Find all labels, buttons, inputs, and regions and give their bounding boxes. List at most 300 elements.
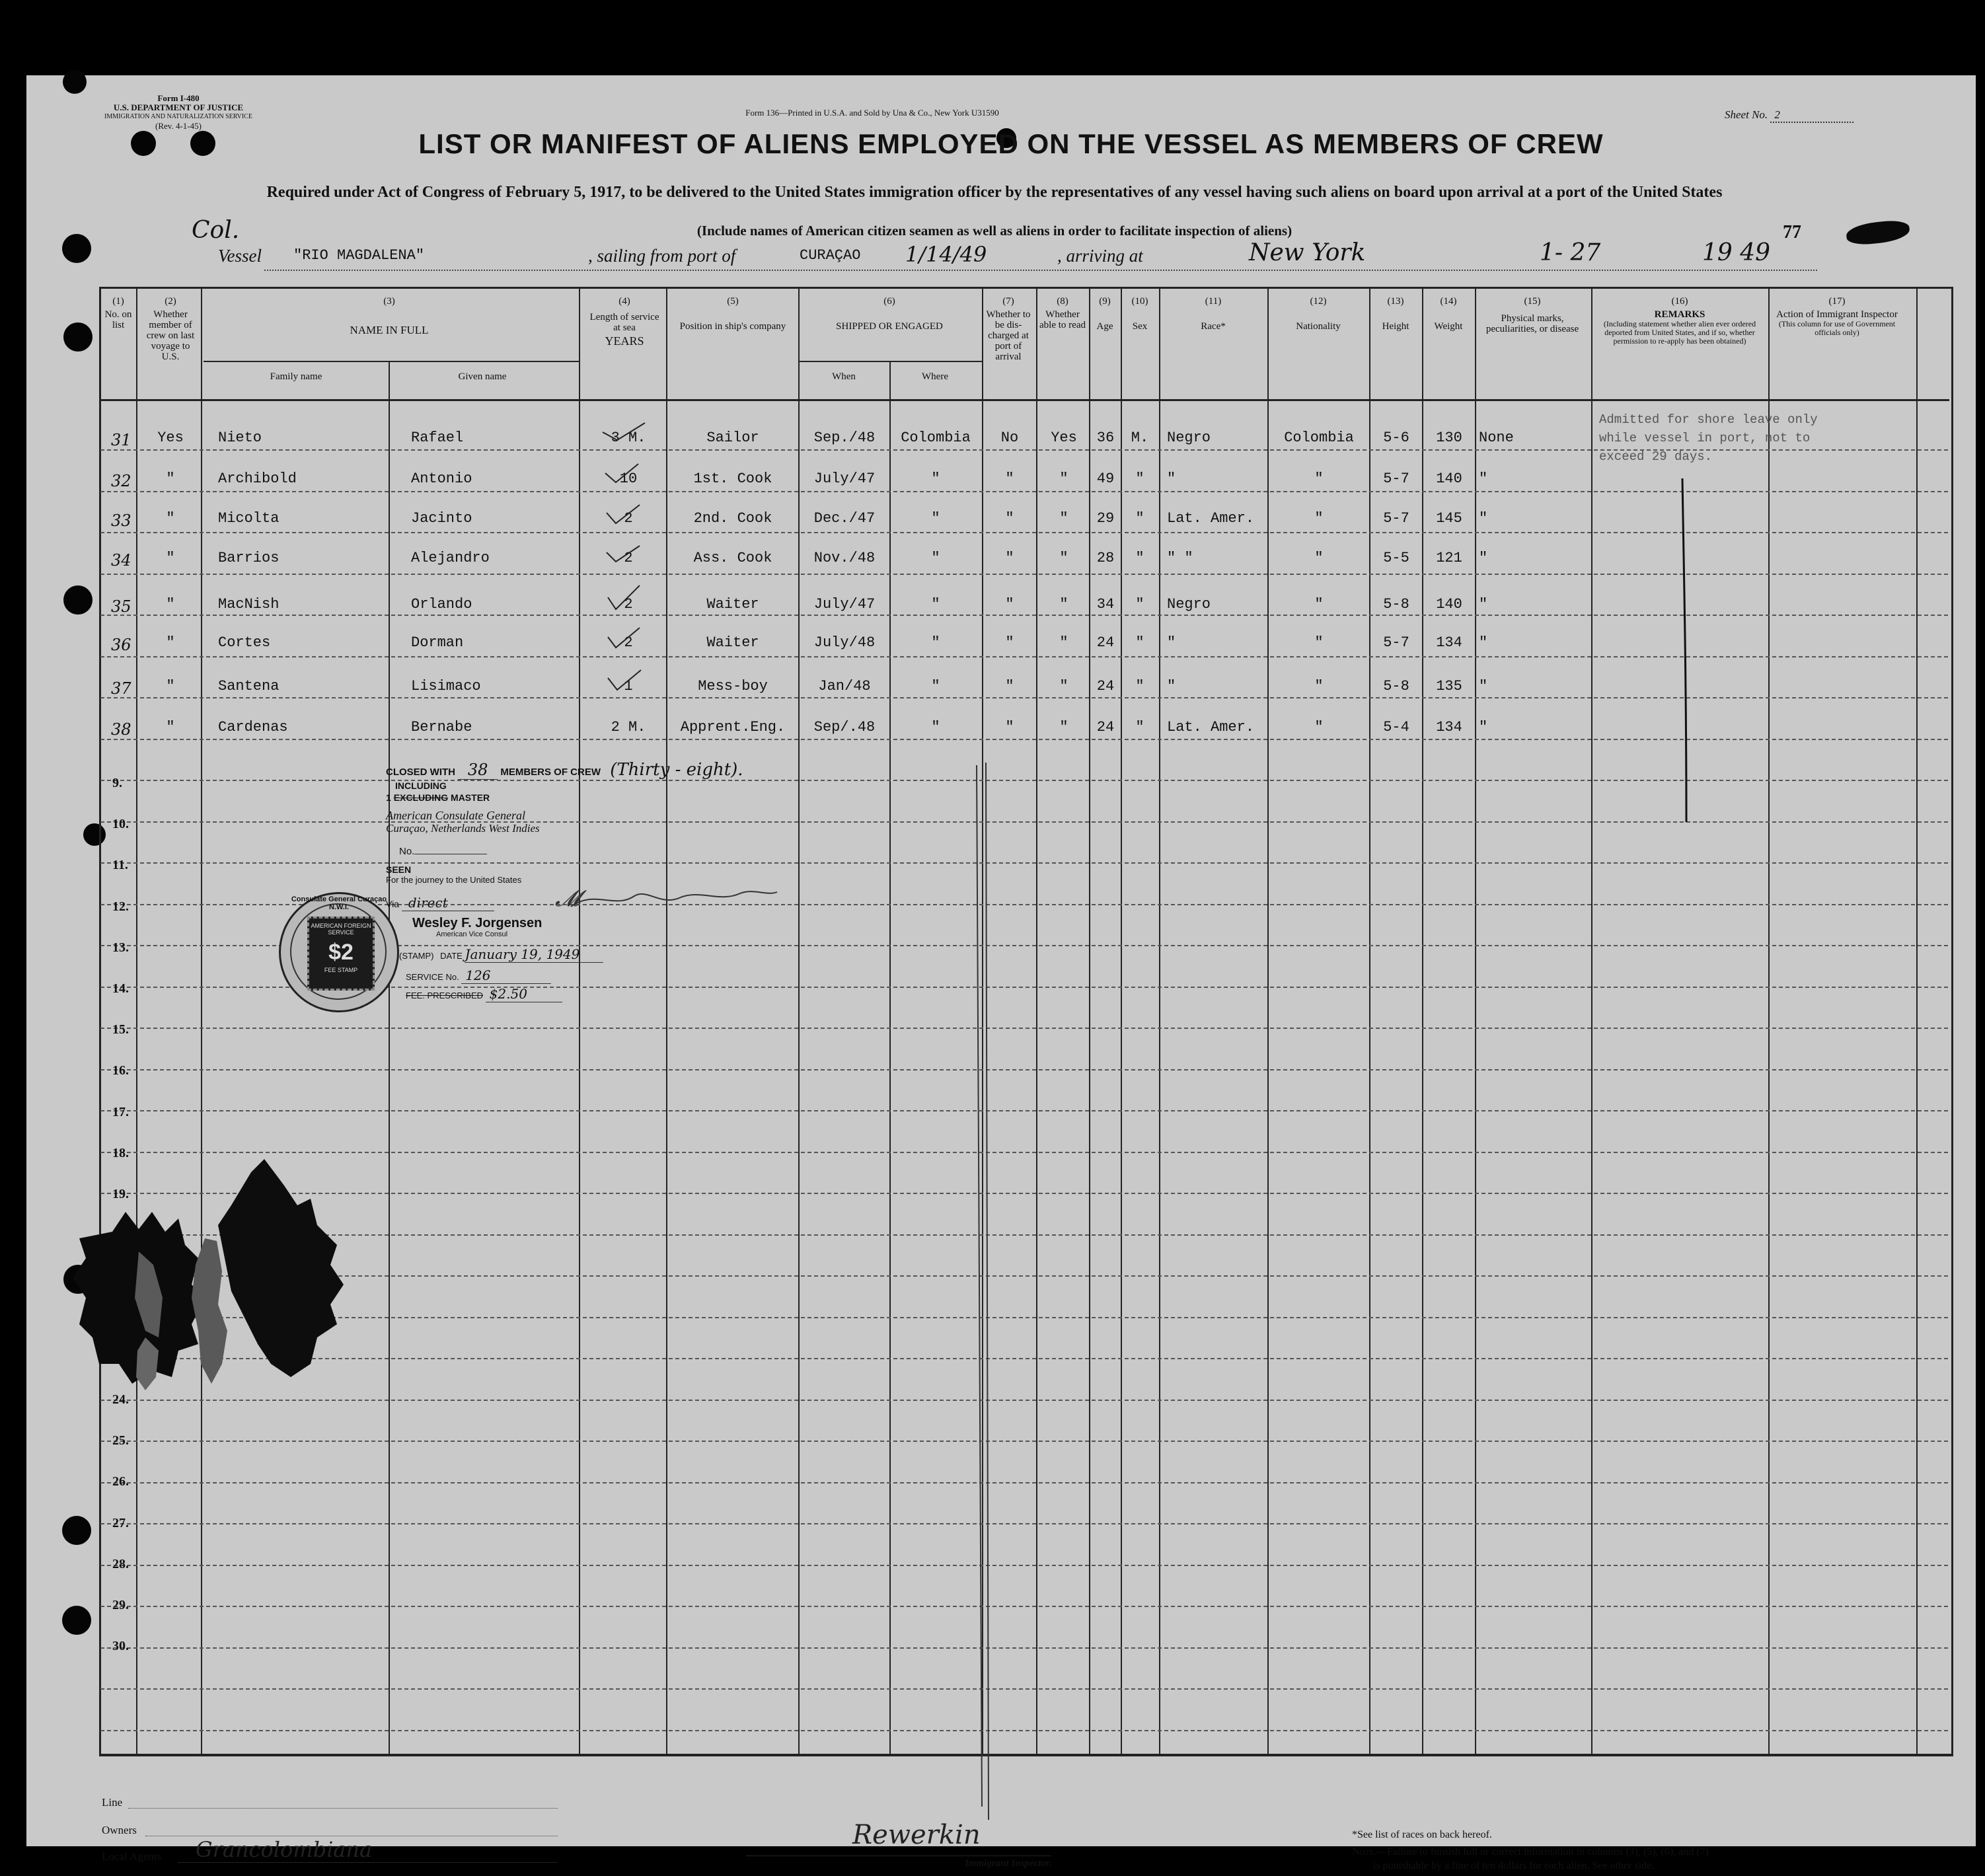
col-1-header: (1) No. on list (104, 296, 132, 330)
closed-with-line (386, 760, 743, 780)
cell-where: " (931, 550, 940, 566)
cell-read: Yes (1051, 430, 1077, 446)
revision: (Rev. 4-1-45) (155, 121, 202, 131)
closed-words: (Thirty - eight). (610, 760, 743, 780)
cell-member: " (166, 510, 175, 527)
cell-position: Apprent.Eng. (680, 719, 786, 735)
cell-when: July/47 (813, 596, 876, 613)
cell-discharged: " (1005, 470, 1014, 487)
empty-row-number: 30. (112, 1639, 129, 1653)
row-rule (100, 739, 1948, 740)
cell-member: " (166, 550, 175, 566)
cell-age: 24 (1096, 719, 1115, 735)
cell-marks: " (1479, 550, 1488, 566)
vessel-label: Vessel (218, 246, 262, 266)
cell-age: 24 (1096, 634, 1115, 651)
consular-seal (279, 892, 399, 1012)
note-text: —Failure to furnish full or correct information in columns (3), (5), (6), and (7) (1376, 1846, 1709, 1857)
punch-hole (190, 131, 215, 156)
seal-text: Consulate General Curaçao N.W.I. (291, 895, 387, 911)
row-rule (100, 1606, 1948, 1607)
family-name-header: Family name (270, 371, 322, 382)
stamp-value: $2 (328, 940, 354, 965)
cell-sex: " (1135, 678, 1144, 694)
empty-row-number: 26. (112, 1474, 129, 1489)
col-10-header: (10) Sex (1131, 296, 1148, 332)
cell-given: Lisimaco (411, 678, 481, 694)
row-number: 37 (111, 679, 131, 698)
row-rule (100, 1523, 1948, 1524)
members-label: MEMBERS OF CREW (500, 767, 601, 778)
col-rule (1916, 287, 1918, 1754)
cell-height: 5-8 (1383, 596, 1409, 613)
cell-where: " (931, 634, 940, 651)
cell-service: 3 M. (611, 430, 646, 446)
consulate-no: No. (399, 846, 487, 857)
cell-weight: 130 (1436, 430, 1462, 446)
cell-height: 5-7 (1383, 634, 1409, 651)
col-rule (389, 361, 390, 1754)
fee-stamp (307, 917, 375, 991)
cell-position: Sailor (706, 430, 759, 446)
sailing-label: , sailing from port of (588, 246, 736, 266)
cell-position: 2nd. Cook (693, 510, 772, 527)
cell-nationality: Colombia (1284, 430, 1354, 446)
service: IMMIGRATION AND NATURALIZATION SERVICE (104, 113, 252, 120)
cell-where: " (931, 596, 940, 613)
cell-read: " (1059, 596, 1068, 613)
cell-height: 5-5 (1383, 550, 1409, 566)
cell-discharged: " (1005, 596, 1014, 613)
cell-height: 5-4 (1383, 719, 1409, 735)
cell-discharged: " (1005, 678, 1014, 694)
arrival-date: 1- 27 (1540, 239, 1601, 266)
cell-nationality: " (1314, 678, 1324, 694)
col-3-header: (3) NAME IN FULL (350, 296, 429, 336)
cell-discharged: " (1005, 550, 1014, 566)
cell-discharged: " (1005, 719, 1014, 735)
cell-where: " (931, 719, 940, 735)
punch-hole (63, 585, 93, 615)
row-rule (100, 656, 1948, 657)
cell-position: Waiter (706, 634, 759, 651)
cell-age: 24 (1096, 678, 1115, 694)
punch-hole (62, 1606, 91, 1635)
sailing-date: 1/14/49 (905, 242, 987, 267)
cell-race: Negro (1167, 430, 1211, 446)
empty-row-number: 12. (112, 899, 129, 914)
cell-race: " " (1167, 550, 1193, 566)
subheader-rule (798, 361, 982, 362)
empty-row-number: 24. (112, 1392, 129, 1407)
cell-service: 2 (624, 634, 633, 651)
cell-discharged: " (1005, 510, 1014, 527)
via-value: direct (402, 895, 494, 911)
row-number: 35 (111, 597, 131, 616)
empty-row-number: 29. (112, 1598, 129, 1612)
master-label: MASTER (451, 792, 490, 803)
when-header: When (832, 371, 856, 382)
col-7-header: (7) Whether to be dis-charged at port of arrival (986, 296, 1031, 362)
cell-marks: None (1479, 430, 1514, 446)
cell-read: " (1059, 470, 1068, 487)
cell-sex: M. (1131, 430, 1149, 446)
arrival-year: 19 49 (1702, 239, 1771, 266)
form-info (99, 94, 258, 131)
remarks-line: Admitted for shore leave only (1599, 412, 1818, 427)
cell-sex: " (1135, 719, 1144, 735)
cell-given: Jacinto (411, 510, 472, 527)
cell-read: " (1059, 678, 1068, 694)
row-rule (100, 697, 1948, 698)
vessel-name: "RIO MAGDALENA" (293, 247, 425, 264)
race-note: *See list of races on back hereof. (1352, 1829, 1492, 1840)
cell-position: Waiter (706, 596, 759, 613)
cell-service: 10 (619, 470, 638, 487)
col-9-header: (9) Age (1096, 296, 1113, 332)
via-line: Via direct (386, 895, 494, 911)
col-rule (1121, 287, 1122, 1754)
cell-height: 5-8 (1383, 678, 1409, 694)
cell-weight: 121 (1436, 550, 1462, 566)
row-rule (100, 780, 1948, 781)
stamp-text: AMERICAN FOREIGN SERVICE (311, 922, 371, 936)
empty-row-number: 11. (112, 858, 128, 872)
row-rule (100, 532, 1948, 533)
row-rule (100, 862, 1948, 864)
cell-when: Dec./47 (813, 510, 876, 527)
row-rule (100, 615, 1948, 616)
owners-label: Owners (102, 1824, 137, 1836)
given-name-header: Given name (458, 371, 507, 382)
col-8-header: (8) Whether able to read (1039, 296, 1086, 330)
col-rule (1036, 287, 1037, 1754)
cell-race: Negro (1167, 596, 1211, 613)
cell-member: " (166, 634, 175, 651)
cell-nationality: " (1314, 596, 1324, 613)
row-rule (100, 1482, 1948, 1483)
col-13-header: (13) Height (1382, 296, 1409, 332)
fee-line: FEE. PRESCRIBED $2.50 (406, 986, 562, 1002)
cell-when: Jan/48 (818, 678, 871, 694)
cell-service: 2 M. (611, 719, 646, 735)
cell-family: Nieto (218, 430, 262, 446)
cell-service: 1 (624, 678, 633, 694)
remarks-line: while vessel in port, not to (1599, 431, 1811, 445)
cell-height: 5-7 (1383, 510, 1409, 527)
row-number: 31 (111, 431, 131, 449)
header-bottom-rule (99, 399, 1949, 401)
cell-family: Santena (218, 678, 280, 694)
cell-marks: " (1479, 596, 1488, 613)
cell-when: July/47 (813, 470, 876, 487)
consular-date: January 19, 1949 (465, 946, 603, 963)
cell-given: Orlando (411, 596, 472, 613)
col-rule (798, 287, 800, 1754)
cell-given: Bernabe (411, 719, 472, 735)
manifest-page (26, 75, 1976, 1871)
printer-note: Form 136—Printed in U.S.A. and Sold by Una & Co., New York U31590 (745, 108, 999, 118)
table-bottom-line (99, 1754, 1953, 1756)
cell-race: " (1167, 678, 1176, 694)
cell-discharged: " (1005, 634, 1014, 651)
empty-row-number: 17. (112, 1105, 129, 1119)
col-2-header: (2) Whether member of crew on last voyage to U.S. (146, 296, 195, 362)
cell-weight: 145 (1436, 510, 1462, 527)
cell-service: 2 (624, 596, 633, 613)
row-number: 33 (111, 511, 131, 530)
manifest-table (99, 287, 1953, 1756)
cell-member: Yes (157, 430, 184, 446)
vessel-underline (264, 270, 1817, 271)
penalty-note (1352, 1845, 1709, 1873)
cell-given: Alejandro (411, 550, 490, 566)
including-label: INCLUDING (395, 780, 447, 791)
cell-family: Barrios (218, 550, 280, 566)
line-label: Line (102, 1796, 123, 1809)
empty-row-number: 10. (112, 817, 129, 831)
agents-value: Grancolombiana (196, 1837, 373, 1862)
cell-where: " (931, 678, 940, 694)
cell-race: " (1167, 634, 1176, 651)
vessel-line (218, 239, 1817, 272)
punch-hole (131, 131, 156, 156)
col-rule (1591, 287, 1592, 1754)
col-6-header: (6) SHIPPED OR ENGAGED (836, 296, 943, 332)
cell-age: 34 (1096, 596, 1115, 613)
row-rule (100, 1647, 1948, 1649)
cell-weight: 140 (1436, 596, 1462, 613)
cell-discharged: No (1000, 430, 1019, 446)
cell-family: Cardenas (218, 719, 288, 735)
arriving-label: , arriving at (1057, 246, 1143, 266)
cell-marks: " (1479, 470, 1488, 487)
cell-age: 28 (1096, 550, 1115, 566)
col-rule (1159, 287, 1160, 1754)
empty-row-number: 25. (112, 1433, 129, 1448)
page-subtitle-note: (Include names of American citizen seamen as well as aliens in order to facilitate inspection of aliens) (696, 223, 1292, 239)
cell-member: " (166, 596, 175, 613)
col-14-header: (14) Weight (1434, 296, 1463, 332)
including-line: INCLUDING 1 EXCLUDING MASTER (386, 780, 490, 803)
department: U.S. DEPARTMENT OF JUSTICE (113, 102, 244, 112)
page-title: LIST OR MANIFEST OF ALIENS EMPLOYED ON THE VESSEL AS MEMBERS OF CREW (418, 128, 1604, 159)
col-rule (889, 361, 891, 1754)
cell-read: " (1059, 719, 1068, 735)
corner-mark: 77 (1783, 222, 1801, 243)
journey-label: For the journey to the United States (386, 875, 522, 885)
empty-row-number: 28. (112, 1557, 129, 1571)
col-rule (1475, 287, 1476, 1754)
cell-family: Micolta (218, 510, 280, 527)
consulate-name: American Consulate General (386, 809, 525, 822)
service-no: 126 (461, 967, 551, 984)
punch-hole (63, 322, 93, 352)
consul-signature-stroke (568, 883, 780, 916)
service-line: SERVICE No. 126 (406, 967, 551, 984)
row-rule (100, 821, 1948, 823)
cell-weight: 140 (1436, 470, 1462, 487)
cell-sex: " (1135, 634, 1144, 651)
col-17-header: (17) Action of Immigrant Inspector (This column for use of Government officials only) (1776, 296, 1898, 337)
cell-when: July/48 (813, 634, 876, 651)
inspector-label: Immigrant Inspector. (965, 1858, 1052, 1869)
col-rule (1267, 287, 1269, 1754)
cell-sex: " (1135, 510, 1144, 527)
inspector-signature: Rewerkin (852, 1820, 981, 1850)
officer-name: Wesley F. Jorgensen (412, 916, 543, 930)
cell-age: 49 (1096, 470, 1115, 487)
col-rule (1089, 287, 1090, 1754)
arrival-port: New York (1249, 239, 1366, 266)
empty-row-number: 13. (112, 940, 129, 955)
cell-read: " (1059, 634, 1068, 651)
empty-row-number: 9. (112, 776, 122, 790)
col-11-header: (11) Race* (1201, 296, 1226, 332)
col-mark: Col. (192, 217, 240, 244)
remarks-line: exceed 29 days. (1599, 449, 1713, 464)
cell-race: Lat. Amer. (1167, 510, 1255, 527)
cell-given: Rafael (411, 430, 464, 446)
col-5-header: (5) Position in ship's company (679, 296, 786, 332)
cell-height: 5-7 (1383, 470, 1409, 487)
punch-hole (62, 234, 91, 263)
cell-weight: 135 (1436, 678, 1462, 694)
cell-when: Sep/.48 (813, 719, 876, 735)
ink-stains (66, 1100, 396, 1443)
cell-race: Lat. Amer. (1167, 719, 1255, 735)
empty-row-number: 16. (112, 1063, 129, 1078)
col-rule (1369, 287, 1370, 1754)
subheader-rule (204, 361, 579, 362)
agents-label: Local Agents (102, 1850, 162, 1863)
date-line: (STAMP) DATE January 19, 1949 (399, 946, 603, 963)
cell-given: Antonio (411, 470, 472, 487)
consulate-location: Curaçao, Netherlands West Indies (386, 822, 540, 835)
empty-row-number: 19. (112, 1187, 129, 1201)
cell-marks: " (1479, 678, 1488, 694)
empty-row-number: 27. (112, 1516, 129, 1530)
closed-with-label: CLOSED WITH (386, 767, 455, 778)
sailing-port: CURAÇAO (800, 247, 861, 264)
cell-service: 2 (624, 550, 633, 566)
col-4-header: (4) Length of service at sea YEARS (589, 296, 659, 348)
row-number: 34 (111, 551, 131, 570)
empty-row-number: 15. (112, 1022, 129, 1037)
where-header: Where (922, 371, 948, 382)
row-rule (100, 491, 1948, 492)
empty-row-number: 14. (112, 981, 129, 996)
cell-nationality: " (1314, 550, 1324, 566)
sheet-label: Sheet No. (1725, 108, 1768, 121)
cell-weight: 134 (1436, 634, 1462, 651)
cell-family: Cortes (218, 634, 271, 651)
line-underline (128, 1808, 558, 1809)
punch-hole (63, 70, 87, 94)
cell-nationality: " (1314, 719, 1324, 735)
row-rule (100, 1069, 1948, 1070)
cell-family: MacNish (218, 596, 280, 613)
cell-service: 2 (624, 510, 633, 527)
col-rule (136, 287, 137, 1754)
seen-label: SEEN (386, 864, 412, 875)
col-16-header: (16) REMARKS (Including statement whether alien ever ordered deported from United States, and if so, whether permission to re-apply has been obtained) (1603, 296, 1756, 346)
cell-height: 5-6 (1383, 430, 1409, 446)
empty-row-number: 18. (112, 1146, 129, 1160)
cell-when: Sep./48 (813, 430, 876, 446)
col-rule (1422, 287, 1423, 1754)
cell-nationality: " (1314, 634, 1324, 651)
page-subtitle: Required under Act of Congress of February 5, 1917, to be delivered to the United States immigration officer by the representatives of any vessel having such aliens on board upon arrival at a port of the United States (266, 184, 1723, 201)
col-rule (666, 287, 667, 1754)
excluding-label: EXCLUDING (393, 792, 449, 803)
col-12-header: (12) Nationality (1296, 296, 1341, 332)
row-rule (100, 574, 1948, 575)
closed-count: 38 (458, 761, 498, 780)
cell-member: " (166, 719, 175, 735)
stamp-sub: FEE STAMP (324, 967, 358, 973)
sheet-number (1725, 108, 1854, 123)
cell-position: Mess-boy (698, 678, 768, 694)
col-rule (1768, 287, 1770, 1754)
cell-where: " (931, 470, 940, 487)
row-rule (100, 1688, 1948, 1690)
col-rule (201, 287, 202, 1754)
cell-nationality: " (1314, 510, 1324, 527)
row-rule (100, 1028, 1948, 1029)
punch-hole (62, 1516, 91, 1545)
cell-member: " (166, 678, 175, 694)
row-number: 32 (111, 472, 131, 490)
consul-signature: 𝓜 (555, 885, 581, 912)
remarks-bracket-line (1678, 472, 1692, 829)
cell-sex: " (1135, 596, 1144, 613)
row-number: 36 (111, 636, 131, 654)
sheet-no: 2 (1770, 108, 1854, 123)
cell-sex: " (1135, 470, 1144, 487)
cell-given: Dorman (411, 634, 464, 651)
cell-where: Colombia (901, 430, 971, 446)
cell-marks: " (1479, 719, 1488, 735)
cell-age: 29 (1096, 510, 1115, 527)
row-rule (100, 1565, 1948, 1566)
cell-position: 1st. Cook (693, 470, 772, 487)
cell-age: 36 (1096, 430, 1115, 446)
cell-read: " (1059, 550, 1068, 566)
form-id: Form I-480 (157, 93, 200, 103)
cell-marks: " (1479, 634, 1488, 651)
fee-value: $2.50 (486, 986, 562, 1002)
note-label: Note. (1352, 1846, 1376, 1857)
ink-blot (1846, 219, 1911, 246)
pencil-line (965, 763, 1004, 1820)
row-number: 38 (111, 720, 131, 739)
cell-family: Archibold (218, 470, 297, 487)
row-rule (100, 1730, 1948, 1731)
cell-nationality: " (1314, 470, 1324, 487)
officer-title: American Vice Consul (436, 930, 508, 938)
note-text-2: is punishable by a fine of ten dollars for each alien. See other side. (1373, 1860, 1655, 1871)
col-15-header: (15) Physical marks, peculiarities, or disease (1485, 296, 1579, 334)
cell-position: Ass. Cook (693, 550, 772, 566)
cell-race: " (1167, 470, 1176, 487)
cell-sex: " (1135, 550, 1144, 566)
cell-where: " (931, 510, 940, 527)
cell-weight: 134 (1436, 719, 1462, 735)
cell-member: " (166, 470, 175, 487)
cell-when: Nov./48 (813, 550, 876, 566)
agents-underline (178, 1862, 558, 1863)
